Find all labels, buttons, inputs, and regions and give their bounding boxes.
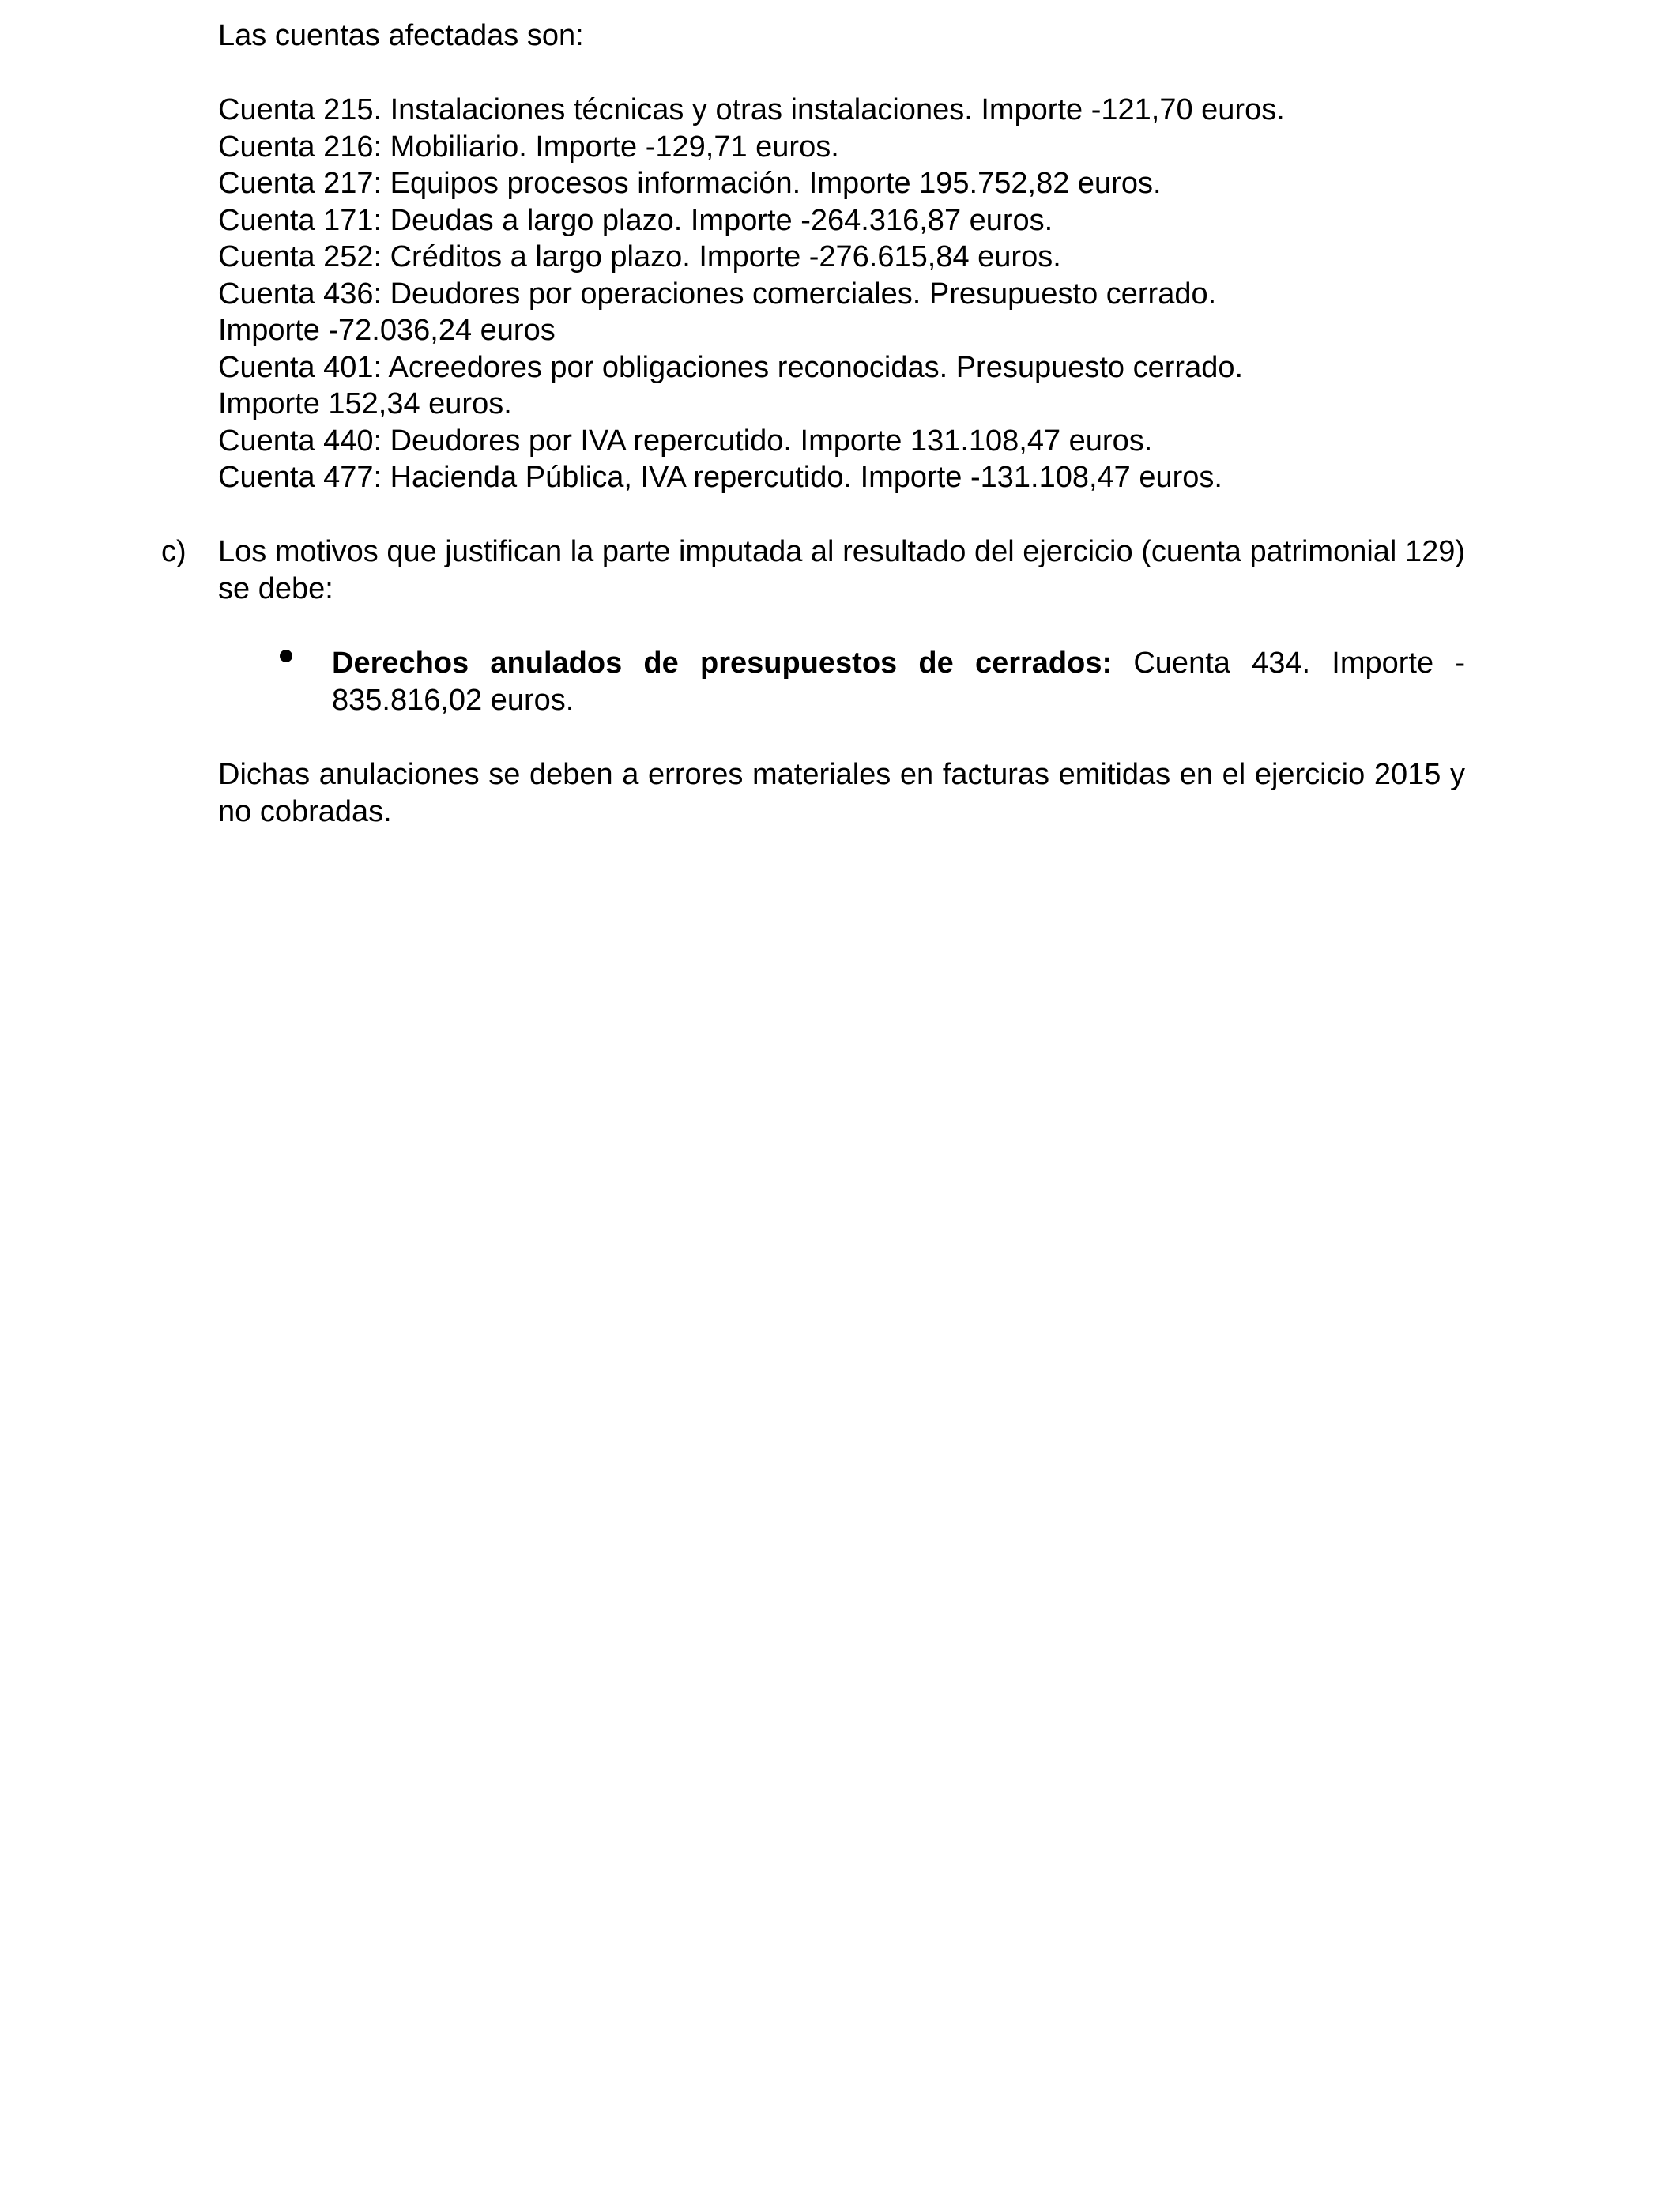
account-line: Cuenta 217: Equipos procesos información. Importe 195.752,82 euros. [218,167,1162,200]
account-line: Cuenta 477: Hacienda Pública, IVA repercutido. Importe -131.108,47 euros. [218,461,1222,494]
closing-paragraph: Dichas anulaciones se deben a errores materiales en facturas emitidas en el ejercicio 2015 y no cobradas. [218,758,1465,828]
account-line: Cuenta 215. Instalaciones técnicas y otras instalaciones. Importe -121,70 euros. [218,93,1285,126]
section-c-marker: c) [161,535,186,568]
account-line: Cuenta 171: Deudas a largo plazo. Importe -264.316,87 euros. [218,203,1053,237]
intro-text: Las cuentas afectadas son: [218,19,584,52]
account-line: Cuenta 216: Mobiliario. Importe -129,71 euros. [218,130,839,164]
account-line: Cuenta 440: Deudores por IVA repercutido. Importe 131.108,47 euros. [218,424,1153,458]
account-line: Cuenta 252: Créditos a largo plazo. Importe -276.615,84 euros. [218,240,1061,273]
account-line: Cuenta 436: Deudores por operaciones comerciales. Presupuesto cerrado. [218,277,1217,311]
bullet-body-text: Cuenta 434. Importe - 835.816,02 euros. [332,647,1465,717]
section-c-paragraph: Los motivos que justifican la parte imputada al resultado del ejercicio (cuenta patrimonial 129) se debe: [218,535,1465,605]
accounts-list [218,92,1285,496]
bullet-item [332,645,1465,719]
bullet-bold-text: Derechos anulados de presupuestos de cerrados: [332,647,1113,680]
account-line: Importe -72.036,24 euros [218,314,556,347]
bullet-icon [280,650,292,662]
account-line: Cuenta 401: Acreedores por obligaciones reconocidas. Presupuesto cerrado. [218,350,1244,384]
account-line: Importe 152,34 euros. [218,387,512,420]
